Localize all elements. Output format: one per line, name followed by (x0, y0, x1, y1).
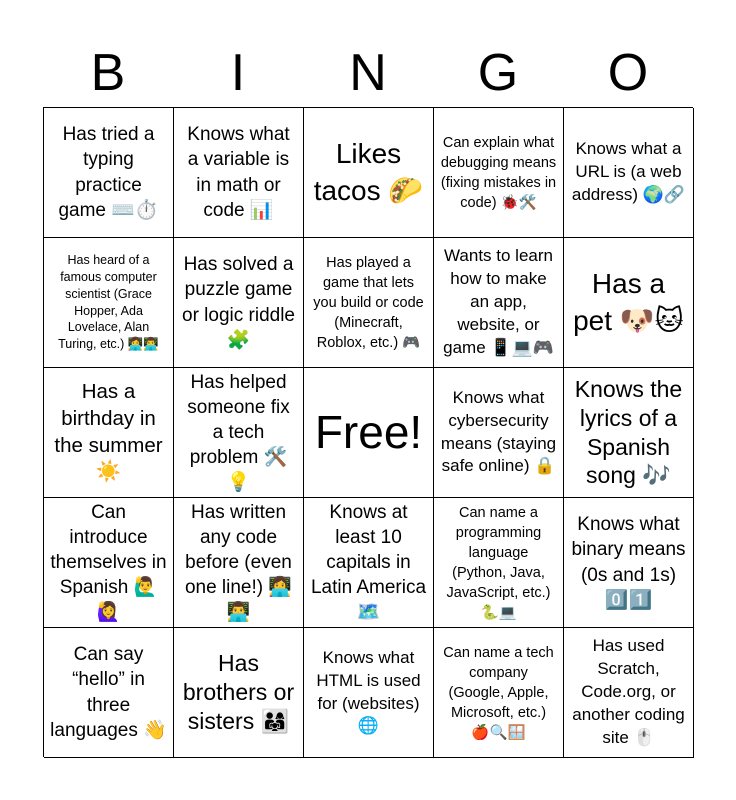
cell-text: Can name a programming language (Python, Java, JavaScript, etc.) 🐍💻 (446, 504, 551, 621)
bingo-cell-r3-c4[interactable] (434, 368, 564, 498)
cell-text: Has written any code before (even one line!) 👩‍💻👨‍💻 (184, 501, 293, 624)
cell-text: Knows what HTML is used for (websites) 🌐 (316, 647, 421, 736)
cell-text: Has used Scratch, Code.org, or another coding site 🖱️ (572, 636, 685, 747)
header-letter-b: B (90, 44, 126, 102)
bingo-cell-r5-c4[interactable] (434, 628, 564, 758)
cell-text: Has a birthday in the summer ☀️ (54, 380, 163, 484)
bingo-cell-r2-c3[interactable] (304, 238, 434, 368)
cell-text: Knows what cybersecurity means (staying safe online) 🔒 (440, 387, 557, 476)
bingo-cell-r2-c1[interactable] (44, 238, 174, 368)
bingo-cell-r1-c1[interactable] (44, 108, 174, 238)
cell-text: Knows what a URL is (a web address) 🌍🔗 (571, 139, 686, 204)
bingo-header (43, 40, 693, 106)
bingo-cell-r4-c2[interactable] (174, 498, 304, 628)
header-letter-g: G (477, 44, 519, 102)
cell-text: Likes tacos 🌮 (313, 137, 424, 206)
cell-text: Knows what a variable is in math or code 📊 (187, 124, 290, 221)
cell-text: Can name a tech company (Google, Apple, Microsoft, etc.) 🍎🔍🪟 (443, 644, 554, 741)
bingo-cell-r1-c3[interactable] (304, 108, 434, 238)
bingo-cell-r3-c5[interactable] (564, 368, 694, 498)
cell-text: Has brothers or sisters 👨‍👩‍👧 (182, 650, 295, 734)
cell-text: Wants to learn how to make an app, website, or game 📱💻🎮 (443, 246, 554, 357)
bingo-cell-r5-c2[interactable] (174, 628, 304, 758)
header-letter-o: O (607, 44, 649, 102)
bingo-cell-r2-c4[interactable] (434, 238, 564, 368)
bingo-cell-r4-c4[interactable] (434, 498, 564, 628)
bingo-cell-free[interactable] (304, 368, 434, 498)
bingo-cell-r4-c3[interactable] (304, 498, 434, 628)
cell-text: Can introduce themselves in Spanish 🙋‍♂️🙋‍♀️ (50, 501, 167, 624)
cell-text: Free! (314, 406, 423, 459)
header-letter-n: N (349, 44, 387, 102)
cell-text: Has played a game that lets you build or code (Minecraft, Roblox, etc.) 🎮 (313, 254, 424, 351)
header-letter-i: I (230, 44, 246, 102)
bingo-cell-r5-c5[interactable] (564, 628, 694, 758)
bingo-cell-r4-c1[interactable] (44, 498, 174, 628)
bingo-cell-r4-c5[interactable] (564, 498, 694, 628)
bingo-cell-r2-c5[interactable] (564, 238, 694, 368)
bingo-cell-r3-c2[interactable] (174, 368, 304, 498)
bingo-cell-r5-c1[interactable] (44, 628, 174, 758)
cell-text: Knows what binary means (0s and 1s) 0️⃣1️⃣ (571, 514, 686, 611)
bingo-cell-r1-c5[interactable] (564, 108, 694, 238)
bingo-cell-r5-c3[interactable] (304, 628, 434, 758)
cell-text: Has solved a puzzle game or logic riddle 🧩 (182, 254, 295, 351)
bingo-cell-r3-c1[interactable] (44, 368, 174, 498)
cell-text: Has a pet 🐶🐱 (573, 267, 684, 336)
cell-text: Can say “hello” in three languages 👋 (50, 644, 167, 741)
bingo-grid (43, 107, 693, 757)
cell-text: Has helped someone fix a tech problem 🛠️💡 (187, 371, 290, 494)
cell-text: Knows at least 10 capitals in Latin America 🗺️ (310, 501, 427, 624)
cell-text: Can explain what debugging means (fixing mistakes in code) 🐞🛠️ (440, 134, 557, 211)
cell-text: Has heard of a famous computer scientist (Grace Hopper, Ada Lovelace, Alan Turing, etc.) 👩‍💻👨‍💻 (58, 252, 159, 352)
bingo-cell-r2-c2[interactable] (174, 238, 304, 368)
cell-text: Has tried a typing practice game ⌨️⏱️ (58, 124, 159, 221)
bingo-cell-r1-c2[interactable] (174, 108, 304, 238)
bingo-cell-r1-c4[interactable] (434, 108, 564, 238)
cell-text: Knows the lyrics of a Spanish song 🎶 (574, 376, 683, 489)
